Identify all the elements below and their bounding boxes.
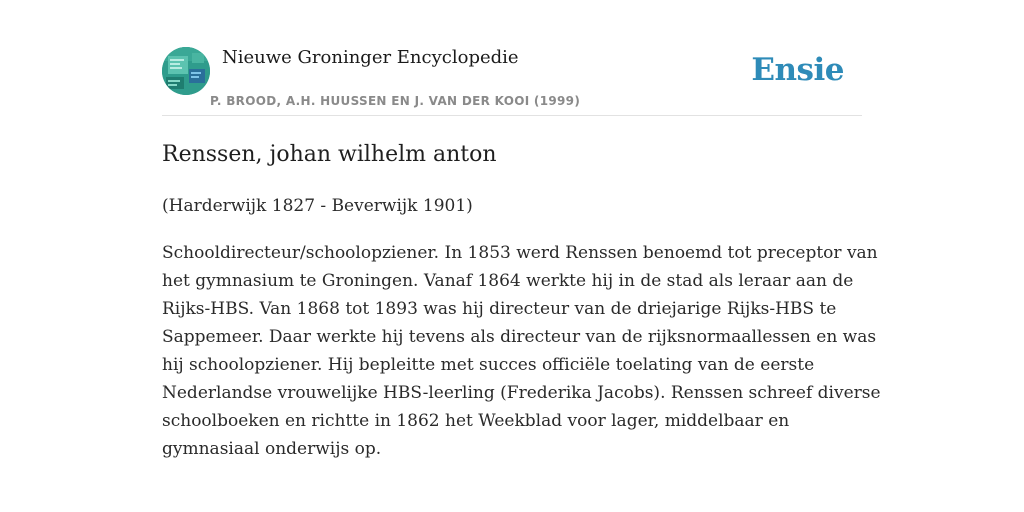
body-line: gymnasiaal onderwijs op. (162, 439, 382, 459)
source-header (162, 46, 862, 116)
source-authors: P. BROOD, A.H. HUUSSEN EN J. VAN DER KOOI (1999) (210, 94, 581, 108)
entry-lifespan: (Harderwijk 1827 - Beverwijk 1901) (162, 196, 473, 216)
body-line: schoolboeken en richtte in 1862 het Weekblad voor lager, middelbaar en (162, 411, 790, 431)
body-line: Sappemeer. Daar werkte hij tevens als directeur van de rijksnormaallessen en was (162, 327, 877, 347)
source-title[interactable]: Nieuwe Groninger Encyclopedie (222, 47, 519, 68)
body-line: Schooldirecteur/schoolopziener. In 1853 werd Renssen benoemd tot preceptor van (162, 243, 878, 263)
brand-logo[interactable]: Ensie (751, 52, 844, 88)
entry-page (162, 0, 881, 512)
body-line: het gymnasium te Groningen. Vanaf 1864 werkte hij in de stad als leraar aan de (162, 271, 854, 291)
entry-headword: Renssen, johan wilhelm anton (162, 142, 497, 167)
entry-body (162, 239, 881, 463)
book-cover-icon[interactable] (162, 47, 210, 95)
body-line: Nederlandse vrouwelijke HBS-leerling (Frederika Jacobs). Renssen schreef diverse (162, 383, 881, 403)
body-line: hij schoolopziener. Hij bepleitte met succes officiële toelating van de eerste (162, 355, 815, 375)
body-line: Rijks-HBS. Van 1868 tot 1893 was hij directeur van de driejarige Rijks-HBS te (162, 299, 837, 319)
header-divider (162, 115, 862, 116)
